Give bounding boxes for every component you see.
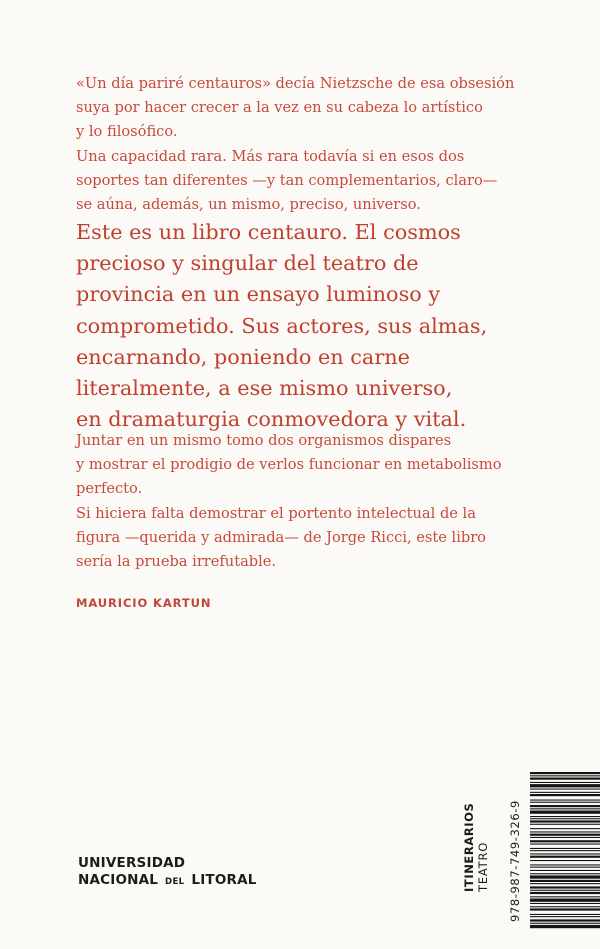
barcode-bar xyxy=(530,848,600,849)
barcode-bar xyxy=(530,883,600,884)
highlight-line: encarnando, poniendo en carne xyxy=(76,344,410,369)
text-line: se aúna, además, un mismo, preciso, universo. xyxy=(76,196,421,214)
text-line: y mostrar el prodigio de verlos funcionar en metabolismo xyxy=(76,456,502,474)
highlight-line: Este es un libro centauro. El cosmos xyxy=(76,220,461,244)
barcode-bar xyxy=(530,792,600,793)
barcode-bar xyxy=(530,816,600,817)
outro-paragraph-1 xyxy=(76,429,546,502)
highlight-quote xyxy=(76,217,556,435)
barcode-bar xyxy=(530,908,600,910)
intro-text xyxy=(76,72,546,217)
barcode-bar xyxy=(530,860,600,861)
publisher-line-1: UNIVERSIDAD xyxy=(78,855,186,871)
series-name: ITINERARIOS xyxy=(462,802,476,892)
barcode-bar xyxy=(530,824,600,825)
barcode-bar xyxy=(530,870,600,871)
text-line: Si hiciera falta demostrar el portento intelectual de la xyxy=(76,504,476,522)
barcode-bar xyxy=(530,856,600,858)
series-text xyxy=(462,803,490,892)
intro-paragraph-1 xyxy=(76,72,546,145)
text-line: perfecto. xyxy=(76,480,143,498)
text-line: Una capacidad rara. Más rara todavía si en esos dos xyxy=(76,147,465,165)
barcode-bar xyxy=(530,923,600,924)
barcode-bar xyxy=(530,775,600,776)
author-name: MAURICIO KARTUN xyxy=(76,596,212,610)
barcode-bar xyxy=(530,831,600,832)
barcode-bar xyxy=(530,818,600,819)
barcode-bar xyxy=(530,916,600,917)
highlight-line: literalmente, a ese mismo universo, xyxy=(76,376,453,401)
barcode xyxy=(530,770,600,932)
barcode-bar xyxy=(530,828,600,829)
barcode-bar xyxy=(530,840,600,842)
barcode-bar xyxy=(530,782,600,783)
barcode-bar xyxy=(530,906,600,907)
text-line: sería la prueba irrefutable. xyxy=(76,553,277,571)
barcode-bar xyxy=(530,880,600,882)
series-subtitle: TEATRO xyxy=(476,841,490,892)
barcode-bar xyxy=(530,811,600,814)
barcode-bar xyxy=(530,925,600,928)
barcode-bar xyxy=(530,899,600,902)
text-line: y lo filosófico. xyxy=(76,123,178,141)
barcode-bar xyxy=(530,834,600,836)
barcode-bar xyxy=(530,837,600,838)
highlight-line: en dramaturgia conmovedora y vital. xyxy=(76,407,467,432)
text-line: suya por hacer crecer a la vez en su cabeza lo artístico xyxy=(76,99,483,117)
barcode-bar xyxy=(530,890,600,891)
text-line: soportes tan diferentes —y tan complementarios, claro— xyxy=(76,171,498,189)
barcode-bar xyxy=(530,789,600,790)
barcode-bar xyxy=(530,903,600,904)
barcode-bar xyxy=(530,914,600,915)
outro-paragraph-2 xyxy=(76,502,546,575)
barcode-bar xyxy=(530,778,600,780)
barcode-bar xyxy=(530,820,600,822)
publisher-logo xyxy=(78,855,257,891)
barcode-bar xyxy=(530,873,600,874)
barcode-bar xyxy=(530,896,600,897)
highlight-line: precioso y singular del teatro de xyxy=(76,251,419,276)
publisher-word-nacional: NACIONAL xyxy=(78,872,159,888)
intro-paragraph-2 xyxy=(76,145,546,218)
publisher-line-2 xyxy=(78,872,257,891)
publisher-word-del: DEL xyxy=(165,877,185,887)
barcode-bar xyxy=(530,808,600,809)
outro-text xyxy=(76,429,546,574)
barcode-bar xyxy=(530,772,600,774)
isbn-number xyxy=(508,772,524,932)
series-label xyxy=(462,772,502,892)
text-line: «Un día pariré centauros» decía Nietzsche de esa obsesión xyxy=(76,75,515,92)
barcode-bar xyxy=(530,853,600,854)
barcode-bar xyxy=(530,844,600,845)
barcode-bar xyxy=(530,886,600,888)
text-line: Juntar en un mismo tomo dos organismos dispares xyxy=(76,432,452,449)
barcode-bar xyxy=(530,784,600,787)
publisher-word-litoral: LITORAL xyxy=(191,872,257,888)
highlight-line: comprometido. Sus actores, sus almas, xyxy=(76,313,488,338)
barcode-bar xyxy=(530,794,600,796)
barcode-bar xyxy=(530,805,600,807)
barcode-bar xyxy=(530,875,600,878)
barcode-bar xyxy=(530,802,600,803)
text-line: figura —querida y admirada— de Jorge Ricci, este libro xyxy=(76,528,486,546)
barcode-bar xyxy=(530,850,600,851)
barcode-bar xyxy=(530,867,600,868)
isbn-text: 978-987-749-326-9 xyxy=(508,800,522,922)
highlight-line: provincia en un ensayo luminoso y xyxy=(76,282,441,307)
barcode-bar xyxy=(530,919,600,921)
barcode-bar xyxy=(530,892,600,894)
barcode-bar xyxy=(530,800,600,801)
barcode-bar xyxy=(530,864,600,865)
